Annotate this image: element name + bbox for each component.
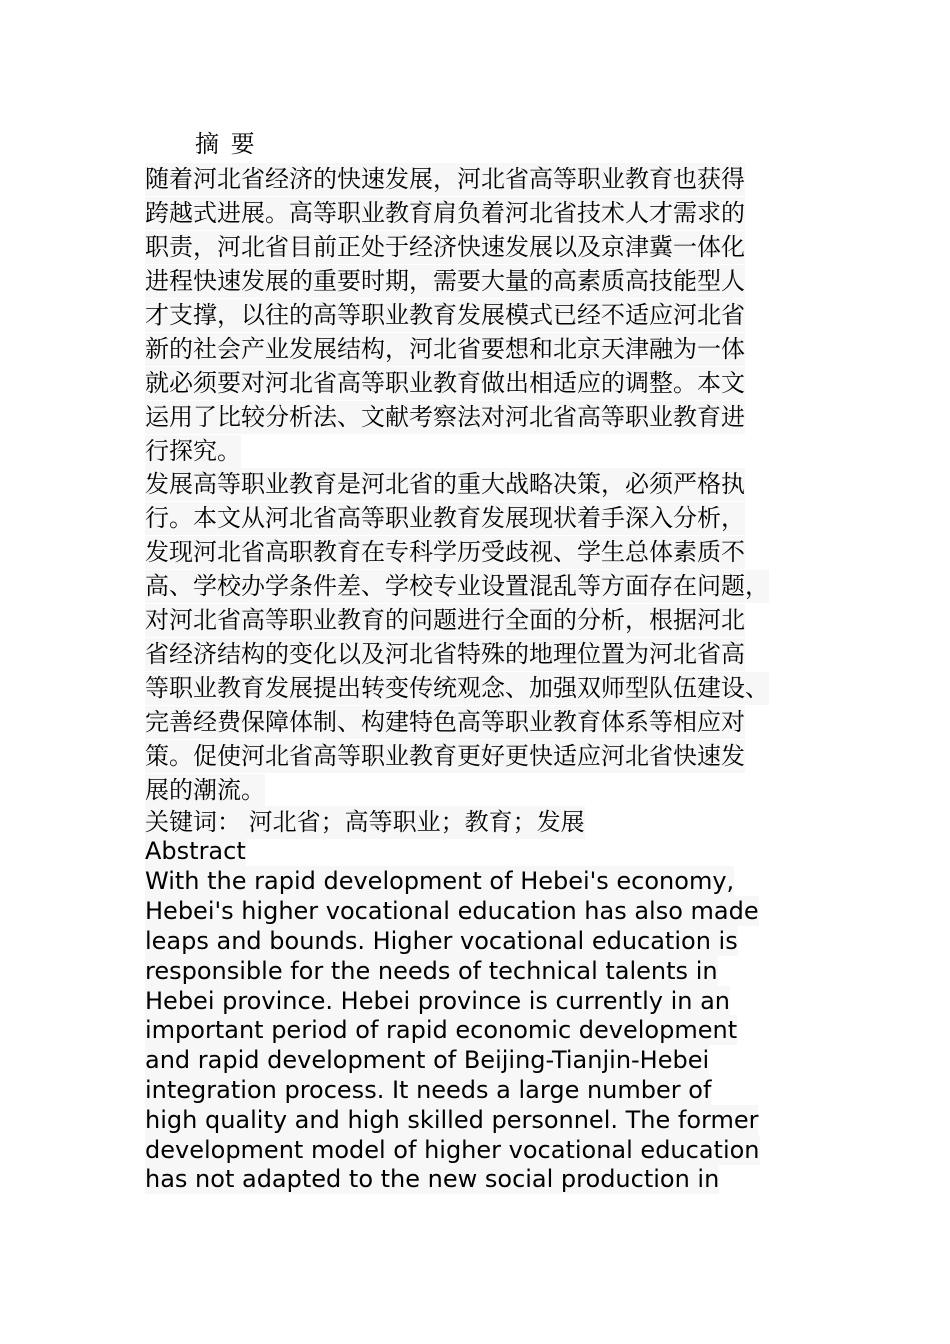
paragraph-line: leaps and bounds. Higher vocational education is [145,927,738,955]
paragraph-line: 策。促使河北省高等职业教育更好更快适应河北省快速发 [145,740,745,773]
paragraph-line: has not adapted to the new social production in [145,1165,720,1193]
paragraph-line: Hebei province. Hebei province is currently in an [145,987,731,1015]
paragraph-line: responsible for the needs of technical talents in [145,957,718,985]
paragraph-line: 行。本文从河北省高等职业教育发展现状着手深入分析， [145,502,745,535]
paragraph-line: 省经济结构的变化以及河北省特殊的地理位置为河北省高 [145,638,745,671]
paragraph-line: With the rapid development of Hebei's economy, [145,867,735,895]
paragraph-line: 随着河北省经济的快速发展，河北省高等职业教育也获得 [145,163,745,196]
paragraph-line: 对河北省高等职业教育的问题进行全面的分析，根据河北 [145,604,745,637]
paragraph-line: development model of higher vocational education [145,1136,760,1164]
paragraph-line: important period of rapid economic development [145,1016,738,1044]
paragraph-line: 发展高等职业教育是河北省的重大战略决策，必须严格执 [145,468,745,501]
paragraph-line: 高、学校办学条件差、学校专业设置混乱等方面存在问题， [145,570,769,603]
abstract-heading-cn: 摘 要 [195,130,257,158]
paragraph-line: and rapid development of Beijing-Tianjin-Hebei [145,1046,710,1074]
paragraph-line: 运用了比较分析法、文献考察法对河北省高等职业教育进 [145,401,745,434]
paragraph-line: 才支撑，以往的高等职业教育发展模式已经不适应河北省 [145,299,745,332]
paragraph-line: 等职业教育发展提出转变传统观念、加强双师型队伍建设、 [145,672,769,705]
paragraph-line: 行探究。 [145,435,241,468]
paragraph-line: 发现河北省高职教育在专科学历受歧视、学生总体素质不 [145,536,745,569]
paragraph-line: Hebei's higher vocational education has also made [145,897,759,925]
paragraph-line: 跨越式进展。高等职业教育肩负着河北省技术人才需求的 [145,197,745,230]
paragraph-line: 就必须要对河北省高等职业教育做出相适应的调整。本文 [145,367,745,400]
paragraph-line: high quality and high skilled personnel. The former [145,1106,759,1134]
paragraph-line: 新的社会产业发展结构，河北省要想和北京天津融为一体 [145,333,745,366]
keywords-line: 关键词： 河北省；高等职业；教育；发展 [145,806,585,839]
abstract-heading-en: Abstract [145,837,246,865]
paragraph-line: 进程快速发展的重要时期，需要大量的高素质高技能型人 [145,265,745,298]
paragraph-line: 展的潮流。 [145,774,265,807]
paragraph-line: integration process. It needs a large number of [145,1076,712,1104]
paragraph-line: 完善经费保障体制、构建特色高等职业教育体系等相应对 [145,706,745,739]
paragraph-line: 职责，河北省目前正处于经济快速发展以及京津冀一体化 [145,231,745,264]
